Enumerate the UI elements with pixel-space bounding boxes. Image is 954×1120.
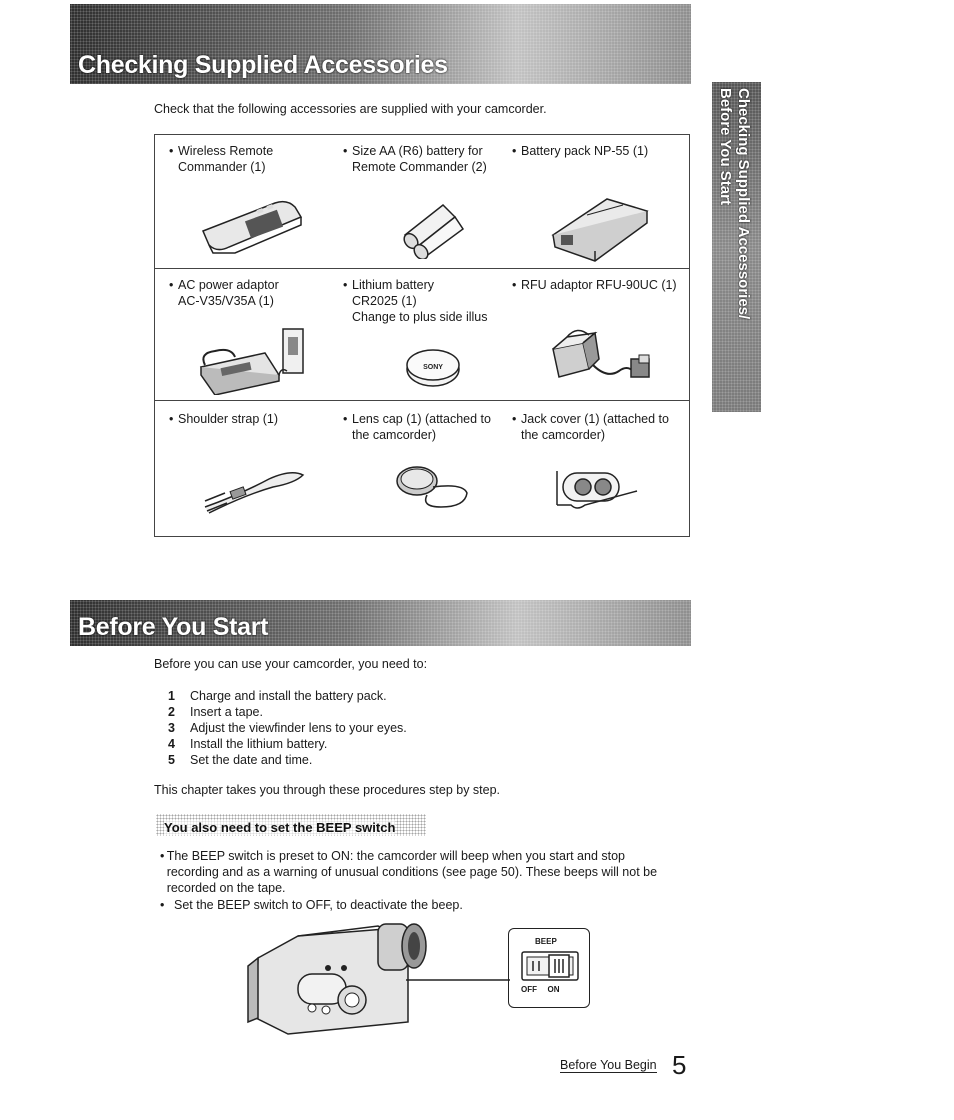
shoulder-strap-illustration	[199, 465, 309, 515]
ac-power-adaptor-illustration	[195, 323, 315, 395]
before-start-intro: Before you can use your camcorder, you need to:	[154, 657, 428, 671]
chapter-summary: This chapter takes you through these procedures step by step.	[154, 783, 501, 797]
accessories-table	[154, 134, 690, 537]
accessory-item: • Size AA (R6) battery for Remote Commander (2)	[343, 144, 487, 174]
footer-section-label: Before You Begin	[560, 1058, 657, 1072]
beep-off-label: OFF	[521, 985, 537, 994]
camcorder-illustration	[228, 918, 510, 1038]
accessory-item: • Battery pack NP-55 (1)	[512, 144, 649, 158]
accessory-item: • RFU adaptor RFU-90UC (1)	[512, 278, 677, 292]
list-item: • Set the BEEP switch to OFF, to deactivate the beep.	[160, 898, 463, 912]
accessory-item: • Lithium battery CR2025 (1) Change to plus side illus	[343, 278, 488, 324]
accessory-item: • Wireless Remote Commander (1)	[169, 144, 274, 174]
remote-commander-illustration	[195, 197, 315, 257]
table-divider	[155, 268, 689, 269]
beep-switch-callout	[508, 928, 590, 1008]
beep-switch-label: BEEP	[535, 937, 557, 946]
accessory-item: • Lens cap (1) (attached to the camcorder)	[343, 412, 491, 442]
accessories-intro: Check that the following accessories are supplied with your camcorder.	[154, 102, 547, 116]
accessory-item: • Shoulder strap (1)	[169, 412, 279, 426]
beep-subheading: You also need to set the BEEP switch	[164, 820, 396, 835]
side-tab-line1: Checking Supplied Accessories/	[735, 88, 752, 320]
table-divider	[155, 400, 689, 401]
list-item: 4 Install the lithium battery.	[168, 737, 328, 751]
jack-cover-illustration	[551, 465, 643, 513]
list-item: • The BEEP switch is preset to ON: the camcorder will beep when you start and stop recording and as a warning of unusual conditions (see page 50). These beeps will not be recorded on the tape.	[160, 849, 658, 895]
side-chapter-tab	[712, 82, 761, 412]
beep-subheading-bar	[156, 814, 426, 836]
section-title-before-start: Before You Start	[78, 613, 269, 641]
section-banner-accessories	[70, 4, 691, 84]
rfu-adaptor-illustration	[547, 329, 657, 387]
list-item: 1 Charge and install the battery pack.	[168, 689, 387, 703]
beep-notes	[160, 848, 680, 914]
beep-switch-icon	[521, 951, 579, 981]
lens-cap-illustration	[393, 461, 473, 513]
section-title-accessories: Checking Supplied Accessories	[78, 51, 448, 79]
coin-label: SONY	[423, 364, 443, 371]
steps-list	[168, 688, 407, 768]
page-number: 5	[672, 1050, 687, 1080]
side-tab-line2: Before You Start	[717, 88, 734, 205]
accessory-item: • AC power adaptor AC-V35/V35A (1)	[169, 278, 279, 308]
section-banner-before-start	[70, 600, 691, 646]
accessory-item: • Jack cover (1) (attached to the camcorder)	[512, 412, 669, 442]
beep-on-label: ON	[547, 985, 560, 994]
list-item: 5 Set the date and time.	[168, 753, 313, 767]
aa-batteries-illustration	[399, 199, 469, 259]
battery-pack-illustration	[547, 191, 657, 263]
list-item: 3 Adjust the viewfinder lens to your eyes.	[168, 721, 407, 735]
lithium-battery-illustration	[403, 345, 463, 389]
list-item: 2 Insert a tape.	[168, 705, 263, 719]
